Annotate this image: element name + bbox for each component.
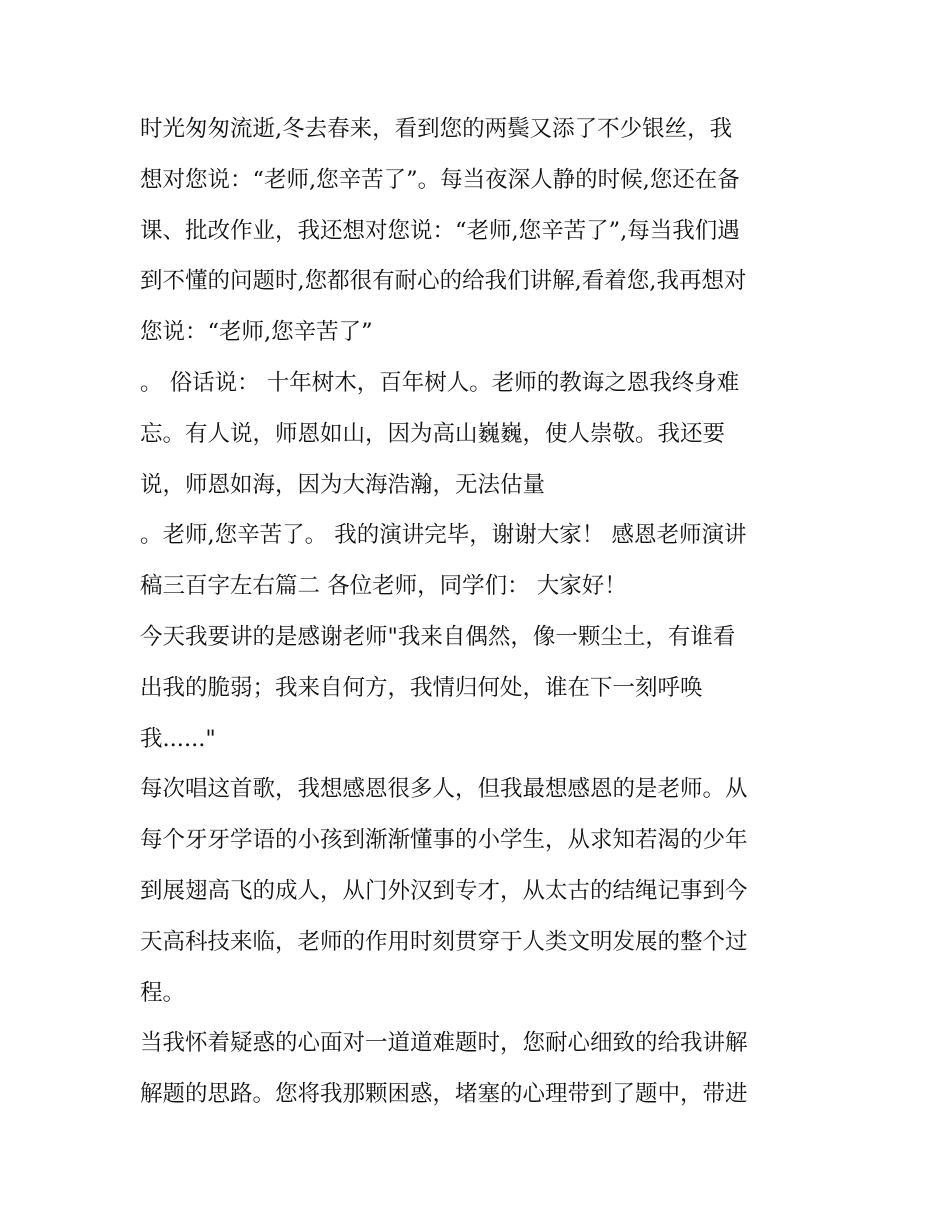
text-line: 解题的思路。您将我那颗困惑，堵塞的心理带到了题中，带进 [140, 1081, 748, 1108]
text-line: 忘。有人说，师恩如山，因为高山巍巍，使人崇敬。我还要 [140, 420, 726, 447]
text-line: 时光匆匆流逝,冬去春来，看到您的两鬓又添了不少银丝，我 [140, 116, 733, 142]
text-line: 您说：“老师,您辛苦了” [140, 319, 373, 346]
text-line: 到展翅高飞的成人，从门外汉到专才，从太古的结绳记事到今 [140, 877, 748, 904]
text-line: 到不懂的问题时,您都很有耐心的给我们讲解,看着您,我再想对 [140, 268, 747, 295]
text-line: 天高科技来临，老师的作用时刻贯穿于人类文明发展的整个过 [140, 928, 748, 955]
text-line: 。 俗话说： 十年树木，百年树人。老师的教诲之恩我终身难 [140, 369, 740, 396]
text-line: 想对您说：“老师,您辛苦了”。每当夜深人静的时候,您还在备 [140, 166, 740, 193]
text-line: 课、批改作业，我还想对您说：“老师,您辛苦了”,每当我们遇 [140, 217, 740, 244]
text-line: 稿三百字左右篇二 各位老师，同学们： 大家好！ [140, 573, 627, 600]
text-line: 当我怀着疑惑的心面对一道道难题时，您耐心细致的给我讲解 [140, 1030, 748, 1057]
text-line: 我......" [140, 725, 216, 752]
body-text [140, 104, 820, 1120]
text-line: 出我的脆弱；我来自何方，我情归何处，谁在下一刻呼唤 [140, 674, 703, 701]
text-line: 每次唱这首歌，我想感恩很多人，但我最想感恩的是老师。从 [140, 776, 748, 803]
text-line: 程。 [140, 979, 186, 1006]
text-line: 每个牙牙学语的小孩到渐渐懂事的小学生，从求知若渴的少年 [140, 827, 748, 854]
text-line: 。老师,您辛苦了。 我的演讲完毕，谢谢大家！ 感恩老师演讲 [140, 522, 747, 549]
text-line: 今天我要讲的是感谢老师"我来自偶然，像一颗尘土，有谁看 [140, 623, 736, 650]
text-line: 说，师恩如海，因为大海浩瀚，无法估量 [140, 471, 546, 498]
